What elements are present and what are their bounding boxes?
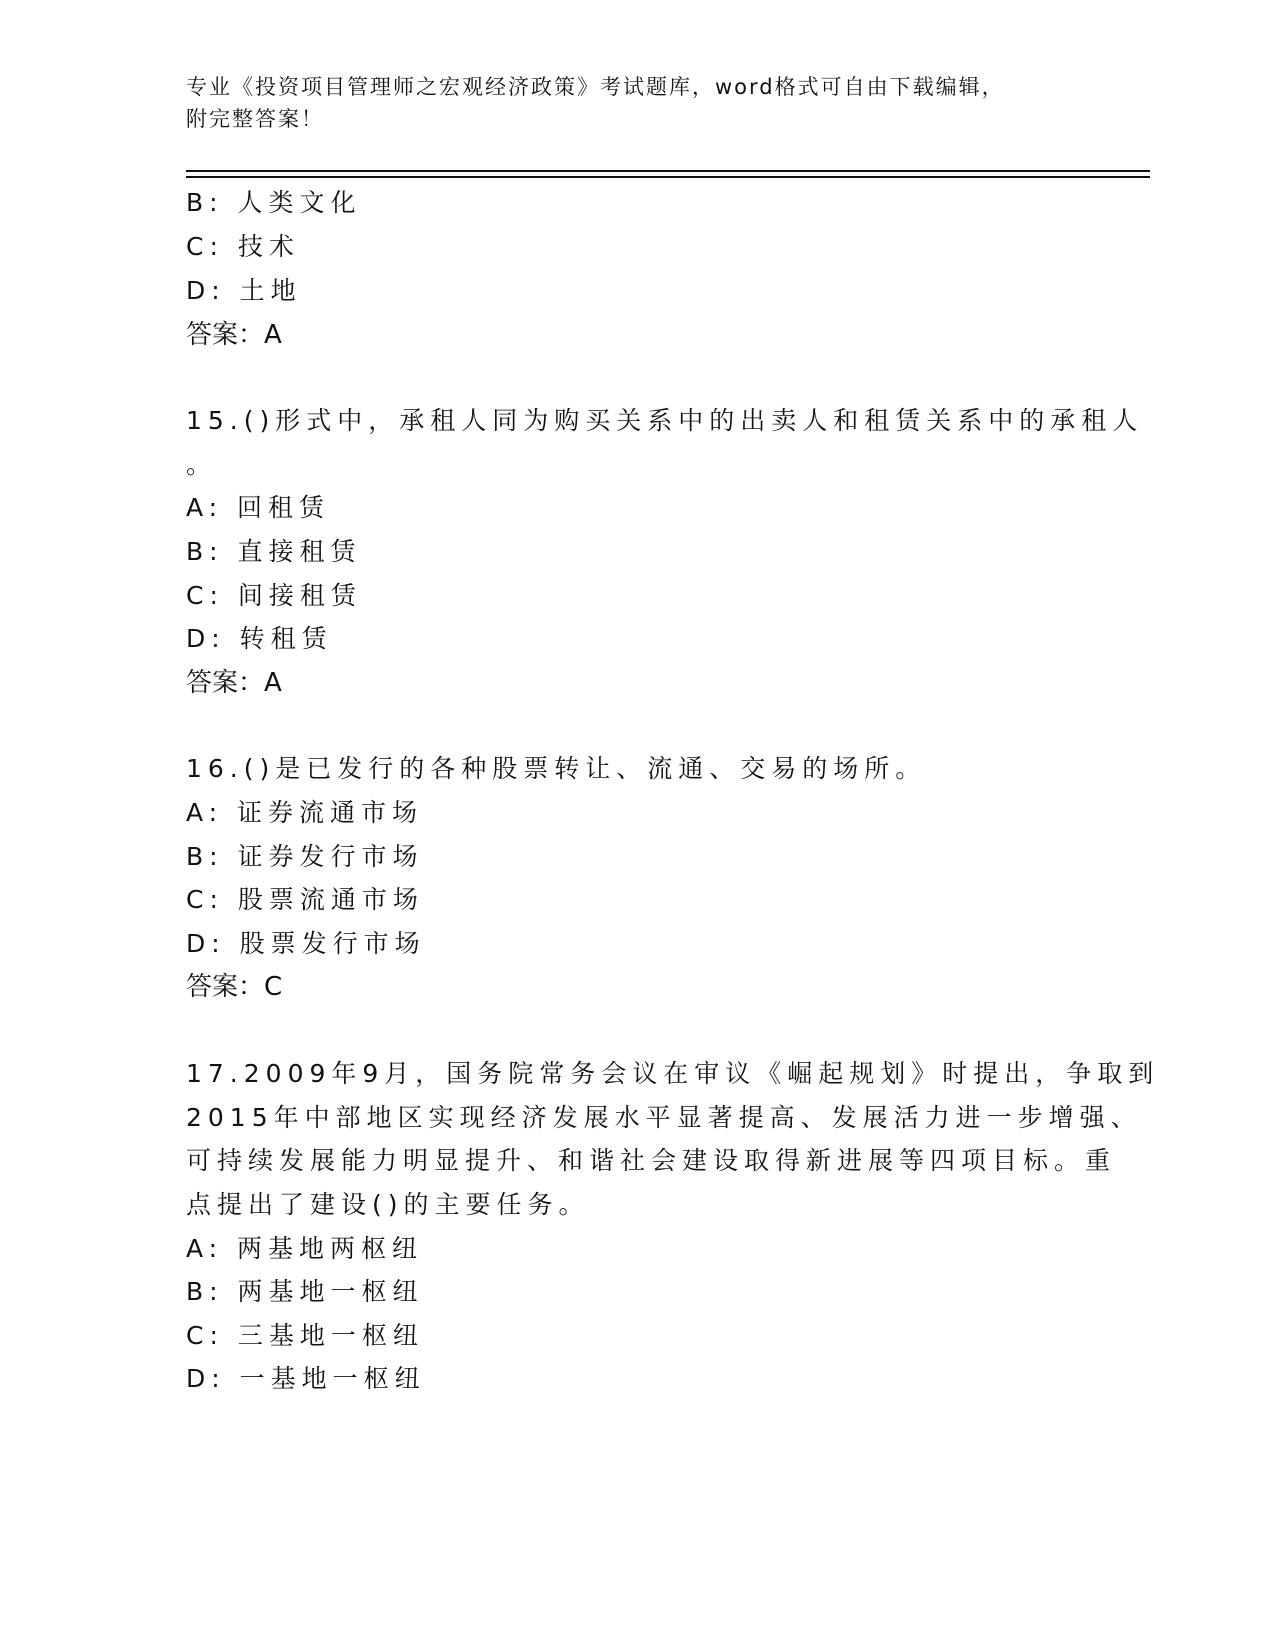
q17-option-c: C: 三基地一枢纽 xyxy=(186,1321,424,1350)
q16-option-a: A: 证券流通市场 xyxy=(186,798,424,827)
q17-stem-line-1: 17.2009年9月，国务院常务会议在审议《崛起规划》时提出，争取到 xyxy=(186,1059,1160,1088)
header-text-line-1: 专业《投资项目管理师之宏观经济政策》考试题库，word格式可自由下载编辑， xyxy=(186,75,1005,99)
header-divider-bottom xyxy=(186,176,1150,178)
header-text-line-2: 附完整答案！ xyxy=(186,107,324,131)
q16-stem-line-1: 16.()是已发行的各种股票转让、流通、交易的场所。 xyxy=(186,754,927,783)
q17-option-a: A: 两基地两枢纽 xyxy=(186,1234,424,1263)
q17-stem-line-3: 可持续发展能力明显提升、和谐社会建设取得新进展等四项目标。重 xyxy=(186,1146,1117,1175)
q17-stem-line-2: 2015年中部地区实现经济发展水平显著提高、发展活力进一步增强、 xyxy=(186,1103,1142,1132)
prev-option-d: D: 土地 xyxy=(186,276,302,305)
q16-answer: 答案：C xyxy=(186,972,283,1002)
q15-option-a: A: 回租赁 xyxy=(186,493,331,522)
q15-option-b: B: 直接租赁 xyxy=(186,537,362,566)
q16-option-c: C: 股票流通市场 xyxy=(186,885,424,914)
q15-stem-line-1: 15.()形式中，承租人同为购买关系中的出卖人和租赁关系中的承租人 xyxy=(186,406,1144,435)
q17-option-b: B: 两基地一枢纽 xyxy=(186,1277,424,1306)
q16-option-d: D: 股票发行市场 xyxy=(186,929,426,958)
q15-stem-line-2: 。 xyxy=(186,450,218,479)
q15-answer: 答案：A xyxy=(186,668,282,698)
q15-option-d: D: 转租赁 xyxy=(186,624,333,653)
q16-option-b: B: 证券发行市场 xyxy=(186,842,424,871)
prev-answer: 答案：A xyxy=(186,320,282,350)
prev-option-b: B: 人类文化 xyxy=(186,188,362,217)
q17-stem-line-4: 点提出了建设()的主要任务。 xyxy=(186,1190,590,1219)
q17-option-d: D: 一基地一枢纽 xyxy=(186,1364,426,1393)
q15-option-c: C: 间接租赁 xyxy=(186,581,362,610)
prev-option-c: C: 技术 xyxy=(186,232,300,261)
header-divider-top xyxy=(186,170,1150,172)
